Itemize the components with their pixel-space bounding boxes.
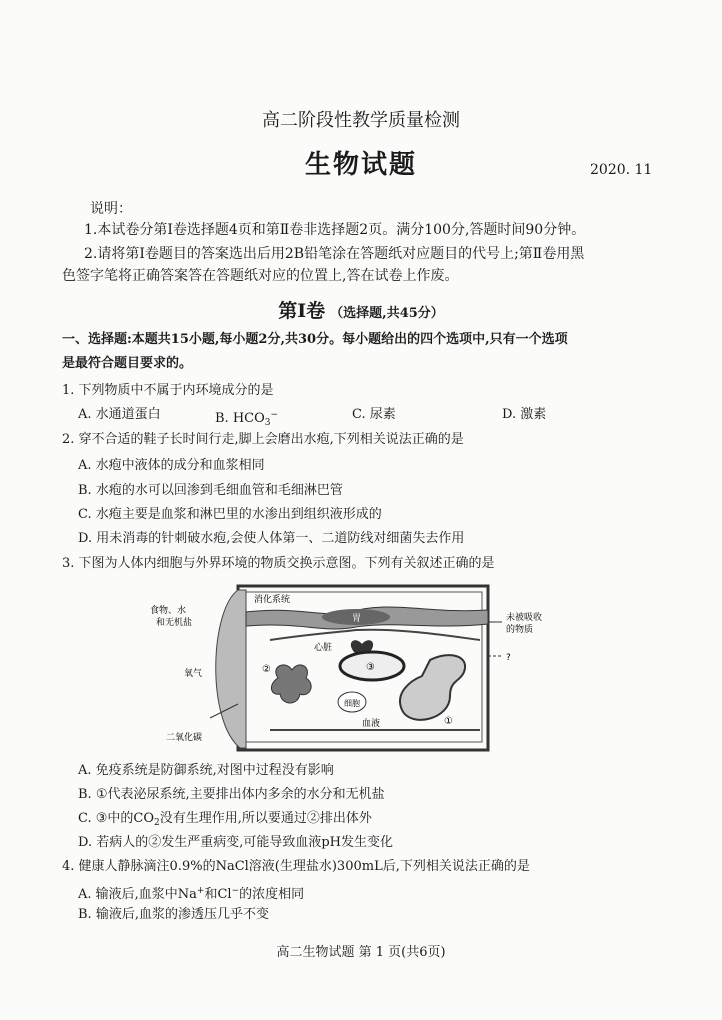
label-n1: ① — [444, 716, 453, 727]
q1-option-d: D. 激素 — [502, 407, 547, 422]
q2-option-d: D. 用未消毒的针刺破水疱,会使人体第一、二道防线对细菌失去作用 — [78, 531, 465, 546]
section-intro-line-2: 是最符合题目要求的。 — [62, 356, 193, 371]
instructions-line-2b: 色签字笔将正确答案答在答题纸对应的位置上,答在试卷上作废。 — [62, 268, 459, 284]
q3-option-c: C. ③中的$CO_2$没有生理作用,所以要通过②排出体外 — [78, 811, 372, 828]
instructions-heading: 说明： — [90, 201, 132, 217]
q1-option-b: B. $HCO_3^-$ — [215, 410, 279, 428]
q1-option-c: C. 尿素 — [352, 407, 396, 422]
cell-shape — [400, 655, 465, 720]
q1-option-a: A. 水通道蛋白 — [78, 407, 161, 422]
section-intro-line-1: 一、选择题:本题共15小题,每小题2分,共30分。每小题给出的四个选项中,只有一个选项 — [62, 332, 568, 347]
q1-stem: 1. 下列物质中不属于内环境成分的是 — [62, 383, 274, 398]
label-co2: 二氧化碳 — [166, 733, 203, 743]
exam-subtitle: 高二阶段性教学质量检测 — [262, 110, 460, 131]
q2-option-a: A. 水疱中液体的成分和血浆相同 — [78, 458, 265, 473]
page-footer: 高二生物试题 第 1 页(共6页) — [276, 945, 446, 960]
label-blood: 血液 — [362, 719, 381, 729]
exchange-diagram — [150, 580, 570, 755]
instructions-line-1: 1.本试卷分第Ⅰ卷选择题4页和第Ⅱ卷非选择题2页。满分100分,答题时间90分钟。 — [84, 222, 586, 238]
respiratory-organ — [271, 665, 311, 703]
label-cell: 细胞 — [344, 699, 360, 708]
exam-date: 2020. 11 — [590, 162, 653, 178]
label-question: ? — [506, 653, 511, 663]
q4-option-a: A. 输液后,血浆中Na+和Cl−的浓度相同 — [78, 886, 305, 902]
part-subtitle: （选择题,共45分） — [330, 306, 444, 321]
part-heading — [0, 296, 722, 323]
q3-option-a: A. 免疫系统是防御系统,对图中过程没有影响 — [78, 763, 334, 778]
instructions-line-2a: 2.请将第Ⅰ卷题目的答案选出后用2B铅笔涂在答题纸对应题目的代号上;第Ⅱ卷用黑 — [84, 246, 585, 262]
label-food: 食物、水 — [150, 606, 187, 616]
q3-option-b: B. ①代表泌尿系统,主要排出体内多余的水分和无机盐 — [78, 787, 385, 802]
label-food-2: 和无机盐 — [156, 618, 193, 628]
q4-stem: 4. 健康人静脉滴注0.9%的NaCl溶液(生理盐水)300mL后,下列相关说法正确的是 — [62, 859, 530, 874]
label-n3: ③ — [366, 662, 375, 673]
label-n2: ② — [262, 664, 271, 675]
q3-option-d: D. 若病人的②发生严重病变,可能导致血液pH发生变化 — [78, 835, 394, 850]
label-heart: 心脏 — [314, 643, 333, 653]
label-oxygen: 氧气 — [184, 669, 203, 679]
label-digestive: 消化系统 — [254, 595, 291, 605]
part-title: 第Ⅰ卷 — [278, 300, 326, 322]
q2-option-b: B. 水疱的水可以回渗到毛细血管和毛细淋巴管 — [78, 483, 343, 498]
q2-stem: 2. 穿不合适的鞋子长时间行走,脚上会磨出水疱,下列相关说法正确的是 — [62, 432, 464, 447]
exam-title: 生物试题 — [304, 150, 417, 180]
q3-stem: 3. 下图为人体内细胞与外界环境的物质交换示意图。下列有关叙述正确的是 — [62, 556, 495, 571]
blood-vessel-top — [270, 630, 480, 640]
label-unabsorbed-2: 的物质 — [506, 625, 534, 635]
label-stomach: 胃 — [352, 614, 362, 624]
lung-wall — [216, 590, 246, 748]
q4-option-b: B. 输液后,血浆的渗透压几乎不变 — [78, 907, 269, 922]
q2-option-c: C. 水疱主要是血浆和淋巴里的水渗出到组织液形成的 — [78, 507, 382, 522]
label-unabsorbed: 未被吸收 — [506, 613, 543, 623]
